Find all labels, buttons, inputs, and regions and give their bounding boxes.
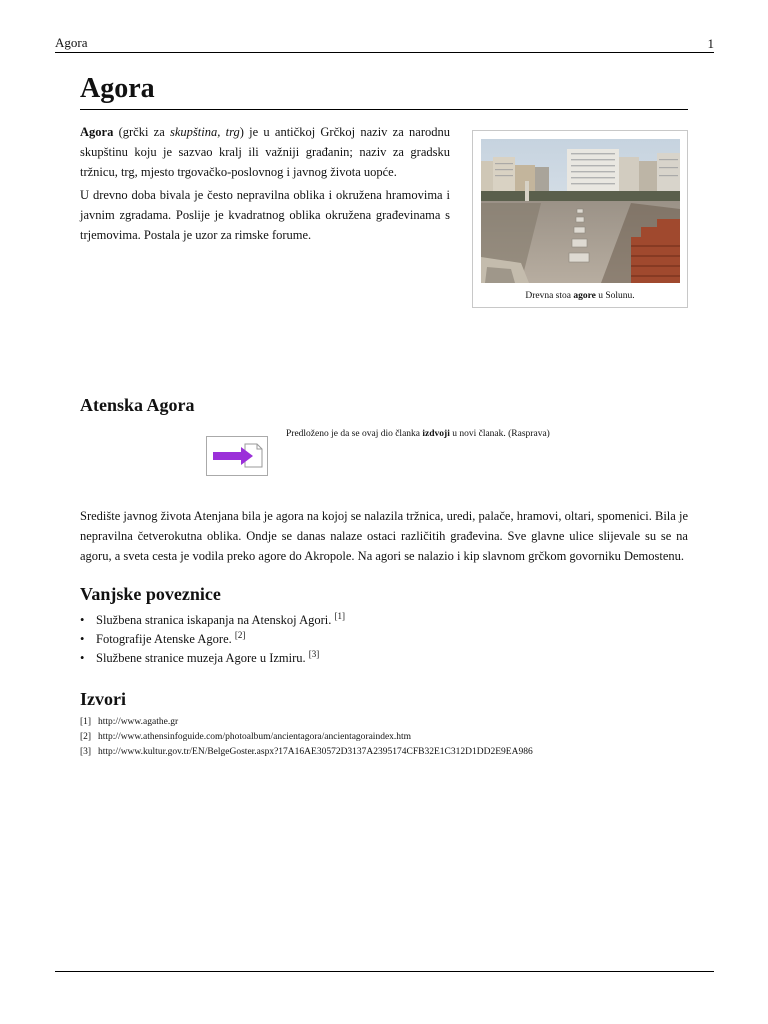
external-link-text[interactable]: Službene stranice muzeja Agore u Izmiru. [96, 651, 306, 665]
caption-pre: Drevna stoa [525, 291, 574, 301]
atenska-paragraph: Središte javnog života Atenjana bila je agora na kojoj se nalazila tržnica, uredi, palače, hramovi, oltari, spomenici. Bila je nepravilna četverokutna oblika. Ondje se danas nalaze ostaci različitih građevina. Sve glavne ulice slijevale su se na agoru, a sveta cesta je vodila preko agore do Akropole. Na agori se nalazio i kip slavnom grčkom govorniku Demostenu. [80, 509, 688, 563]
bullet-icon: • [80, 632, 85, 646]
external-link-item[interactable] [80, 611, 688, 630]
external-link-text[interactable]: Fotografije Atenske Agore. [96, 632, 232, 646]
split-arrow-icon [207, 437, 267, 475]
external-links-list [80, 611, 688, 668]
caption-bold: agore [573, 291, 596, 301]
running-header [55, 36, 714, 53]
intro-bold-term: Agora [80, 125, 114, 139]
notice-bold-link[interactable]: izdvoji [422, 429, 450, 439]
external-link-item[interactable] [80, 649, 688, 668]
heading-vanjske-poveznice: Vanjske poveznice [80, 584, 221, 604]
figure-stoa [472, 130, 688, 308]
reference-item [80, 730, 688, 745]
intro-text [80, 122, 450, 245]
heading-izvori: Izvori [80, 689, 126, 709]
intro-paragraph-1 [80, 122, 450, 182]
reference-number: [2] [80, 732, 92, 742]
heading-atenska-agora: Atenska Agora [80, 395, 195, 415]
reference-marker[interactable]: [1] [334, 611, 345, 621]
stoa-photo [481, 139, 680, 283]
split-notice-text [286, 428, 550, 440]
reference-url[interactable]: http://www.kultur.gov.tr/EN/BelgeGoster.aspx?17A16AE30572D3137A2395174CFB32E1C312D1DD2E9EA986 [98, 747, 533, 757]
intro-paragraph-2: U drevno doba bivala je često nepravilna oblika i okružena hramovima i javnim zgradama. Poslije je kvadratnog oblika okružena građevinama s trjemovima. Postala je uzor za rimske forume. [80, 188, 450, 242]
reference-number: [1] [80, 717, 92, 727]
caption-post: u Solunu. [595, 291, 635, 301]
reference-item [80, 745, 688, 760]
running-header-title: Agora [55, 35, 88, 50]
bullet-icon: • [80, 651, 85, 665]
reference-url[interactable]: http://www.agathe.gr [98, 717, 179, 727]
figure-caption [473, 290, 687, 302]
reference-marker[interactable]: [3] [308, 649, 320, 659]
split-notice-icon-box [206, 436, 268, 476]
intro-italic-term: skupština, trg [170, 125, 240, 139]
article [80, 72, 688, 760]
reference-number: [3] [80, 747, 92, 757]
intro-text-part-1: (grčki za [113, 125, 171, 139]
references-list [80, 715, 688, 760]
page-number: 1 [707, 36, 714, 51]
notice-post: u novi članak. (Rasprava) [449, 429, 550, 439]
reference-url[interactable]: http://www.athensinfoguide.com/photoalbum/ancientagora/ancientagoraindex.htm [98, 732, 412, 742]
footer-rule [55, 971, 714, 972]
intro-text-part-2: ) je u antičkoj Grčkoj naziv za narodnu skupštinu koju je sazvao kralj ili važniji građanin; naziv za gradsku tržnicu, trg, mjesto trgovačko-poslovnog i javnog života uopće. [80, 125, 450, 179]
reference-item [80, 715, 688, 730]
reference-marker[interactable]: [2] [234, 630, 246, 640]
intro-section [80, 122, 688, 358]
notice-pre: Predloženo je da se ovaj dio članka [286, 429, 423, 439]
bullet-icon: • [80, 613, 85, 627]
external-link-item[interactable] [80, 630, 688, 649]
external-link-text[interactable]: Službena stranica iskapanja na Atenskoj Agori. [96, 613, 332, 627]
page-title: Agora [80, 72, 688, 110]
split-notice [80, 420, 688, 506]
